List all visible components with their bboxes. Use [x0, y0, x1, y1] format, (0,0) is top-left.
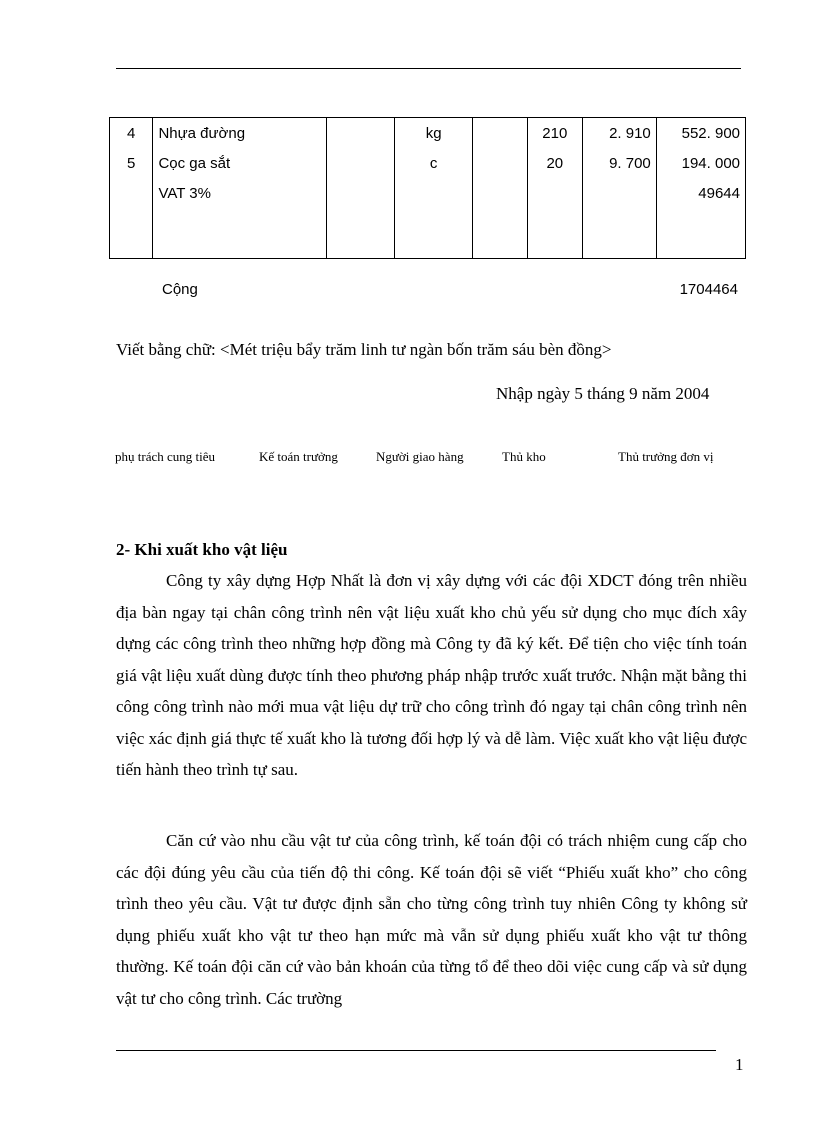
- signature-storekeeper: Thủ kho: [502, 449, 546, 464]
- signature-deliverer: Người giao hàng: [376, 449, 464, 464]
- signature-chief-accountant: Kế toán trưởng: [259, 449, 338, 464]
- section-title: 2- Khi xuất kho vật liệu: [116, 540, 288, 559]
- row-number: 5: [110, 148, 153, 178]
- unit-cell: [394, 178, 473, 208]
- unit-cell: c: [394, 148, 473, 178]
- material-name: VAT 3%: [153, 178, 327, 208]
- table-row: [110, 178, 746, 208]
- body-paragraph: Căn cứ vào nhu cầu vật tư của công trình, kế toán đội có trách nhiệm cung cấp cho các đội đúng yêu cầu của tiến độ thi công. Kế toán đội sẽ viết “Phiếu xuất kho” cho công trình theo yêu cầu. Vật tư được định sẵn cho từng công trình tuy nhiên Công ty không sử dụng phiếu xuất kho vật tư theo hạn mức mà vẫn sử dụng phiếu xuất kho vật tư thông thường. Kế toán đội căn cứ vào bản khoán của từng tổ để theo dõi việc cung cấp và sử dụng vật tư cho công trình. Các trường: [116, 831, 747, 1008]
- page-number: 1: [735, 1055, 744, 1074]
- material-code-cell: [326, 178, 394, 208]
- signature-unit-head: Thủ trưởng đơn vị: [618, 449, 714, 464]
- requested-qty-cell: [473, 118, 527, 149]
- unit-price-cell: 2. 910: [582, 118, 656, 149]
- amount-cell: 552. 900: [656, 118, 745, 149]
- amount-cell: 194. 000: [656, 148, 745, 178]
- quantity-cell: [527, 178, 582, 208]
- unit-cell: kg: [394, 118, 473, 149]
- material-name: Cọc ga sắt: [153, 148, 327, 178]
- quantity-cell: 210: [527, 118, 582, 149]
- body-paragraph: Công ty xây dựng Hợp Nhất là đơn vị xây dựng với các đội XDCT đóng trên nhiều địa bàn ngay tại chân công trình nên vật liệu xuất kho chủ yếu sử dụng cho mục đích xây dựng các công trình theo những hợp đồng mà Công ty đã ký kết. Để tiện cho việc tính toán giá vật liệu xuất dùng được tính theo phương pháp nhập trước xuất trước. Nhận mặt bằng thi công công trình nào mới mua vật liệu dự trữ cho công trình đó ngay tại chân công trình nên việc xác định giá thực tế xuất kho là tương đối hợp lý và dễ làm. Việc xuất kho vật liệu được tiến hành theo trình tự sau.: [116, 571, 747, 779]
- unit-price-cell: [582, 178, 656, 208]
- table-row: [110, 118, 746, 149]
- row-number: [110, 178, 153, 208]
- row-number: 4: [110, 118, 153, 149]
- requested-qty-cell: [473, 178, 527, 208]
- materials-table: [109, 117, 746, 259]
- amount-in-words: Viết bằng chữ: <Mét triệu bẩy trăm linh tư ngàn bốn trăm sáu bèn đồng>: [116, 340, 612, 359]
- unit-price-cell: 9. 700: [582, 148, 656, 178]
- material-name: Nhựa đường: [153, 118, 327, 149]
- material-code-cell: [326, 118, 394, 149]
- material-code-cell: [326, 148, 394, 178]
- requested-qty-cell: [473, 148, 527, 178]
- signature-purchasing: phụ trách cung tiêu: [115, 449, 215, 464]
- total-label: Cộng: [162, 281, 198, 298]
- quantity-cell: 20: [527, 148, 582, 178]
- table-row: [110, 148, 746, 178]
- header-rule: [116, 68, 741, 69]
- table-row-empty: [110, 208, 746, 259]
- receipt-date: Nhập ngày 5 tháng 9 năm 2004: [496, 384, 710, 403]
- total-value: 1704464: [679, 281, 738, 298]
- footer-rule: [116, 1050, 716, 1051]
- amount-cell: 49644: [656, 178, 745, 208]
